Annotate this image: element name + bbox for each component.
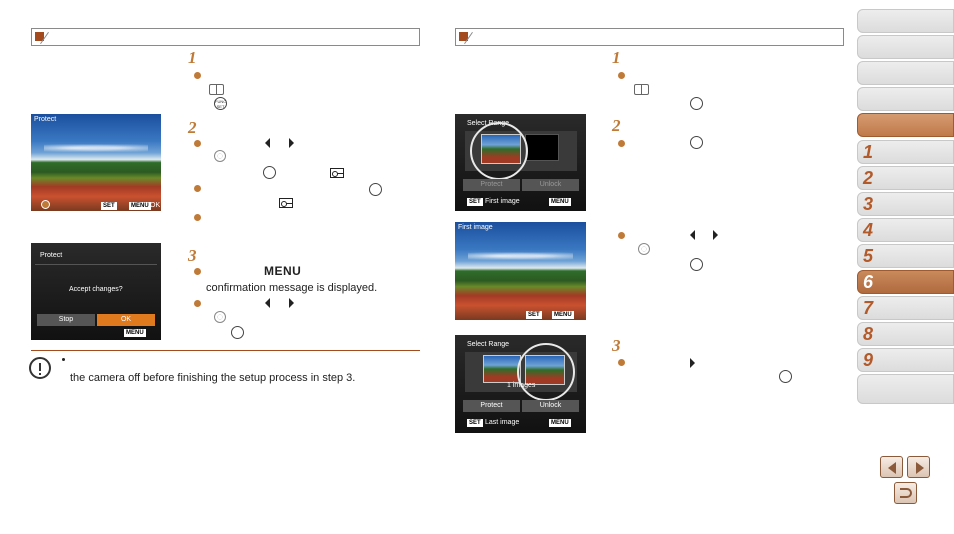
func-set-icon — [231, 326, 244, 339]
func-set-icon — [369, 183, 382, 196]
book-icon — [209, 84, 223, 94]
stop-option: Stop — [37, 314, 95, 326]
unlock-option: Unlock — [522, 179, 579, 191]
screen-title: Protect — [40, 252, 63, 259]
sidebar-chapter-9[interactable]: 9 — [857, 348, 954, 372]
sidebar-chapter-6[interactable]: 6 — [857, 270, 954, 294]
protect-key-icon — [330, 168, 344, 178]
arrow-right-icon — [916, 462, 924, 474]
right-arrow-icon — [713, 230, 718, 240]
func-set-icon — [690, 136, 703, 149]
func-set-icon — [690, 97, 703, 110]
previous-page-button[interactable] — [880, 456, 903, 478]
menu-button-label: MENU — [264, 264, 302, 278]
thumbnail — [483, 355, 521, 383]
sidebar-tab-index[interactable] — [857, 374, 954, 404]
notice-divider — [31, 350, 420, 351]
right-arrow-icon — [289, 138, 294, 148]
bullet — [194, 214, 201, 221]
step-2-number: 2 — [612, 116, 621, 135]
highlight-circle — [470, 122, 528, 180]
bullet — [194, 268, 201, 275]
bullet — [62, 358, 65, 361]
bullet — [194, 140, 201, 147]
sidebar-chapter-1[interactable]: 1 — [857, 140, 954, 164]
bullet — [618, 72, 625, 79]
dialog-message: Accept changes? — [69, 286, 123, 293]
hint-label: First image — [485, 198, 520, 205]
func-set-icon — [779, 370, 792, 383]
sidebar-tab-camera-basics[interactable] — [857, 113, 954, 137]
left-arrow-icon — [265, 138, 270, 148]
step-3-text: confirmation message is displayed. — [206, 282, 378, 294]
menu-label: MENU — [551, 199, 569, 205]
control-dial-icon — [214, 150, 226, 162]
bullet — [194, 300, 201, 307]
sidebar-chapter-8[interactable]: 8 — [857, 322, 954, 346]
bullet — [618, 359, 625, 366]
screen-title: First image — [458, 224, 493, 231]
screen-title: Select Range — [467, 341, 510, 348]
func-set-icon — [41, 200, 50, 209]
menu-label: MENU — [551, 420, 569, 426]
back-button[interactable] — [894, 482, 917, 504]
notice-text: the camera off before finishing the setup process in step 3. — [70, 372, 356, 384]
step-1-number: 1 — [612, 48, 621, 67]
bullet — [194, 72, 201, 79]
menu-label: MENU — [126, 330, 144, 336]
unlock-option: Unlock — [522, 400, 579, 412]
arrow-left-icon — [888, 462, 896, 474]
camera-screen-protect — [31, 114, 161, 211]
menu-label: MENU — [554, 312, 572, 318]
bullet — [618, 140, 625, 147]
camera-screen-select-range-first — [455, 114, 586, 211]
sidebar-chapter-5[interactable]: 5 — [857, 244, 954, 268]
sidebar-tab-cover[interactable] — [857, 9, 954, 33]
caution-icon — [29, 357, 51, 379]
screen-title: Protect — [34, 116, 57, 123]
highlight-circle — [517, 343, 575, 401]
sidebar-chapter-4[interactable]: 4 — [857, 218, 954, 242]
protect-option: Protect — [463, 400, 520, 412]
menu-label: MENU — [131, 203, 149, 209]
control-dial-icon — [214, 311, 226, 323]
right-arrow-icon — [690, 358, 695, 368]
set-label: SET — [469, 420, 481, 426]
sidebar-tab-before-use[interactable] — [857, 35, 954, 59]
section-header-left — [31, 28, 420, 46]
step-3-number: 3 — [612, 336, 621, 355]
image-count: 1 images — [507, 382, 536, 389]
protect-option: Protect — [463, 179, 520, 191]
set-label: SET — [528, 312, 540, 318]
step-1-number: 1 — [188, 48, 197, 67]
sidebar-chapter-7[interactable]: 7 — [857, 296, 954, 320]
ok-option: OK — [97, 314, 155, 326]
left-arrow-icon — [265, 298, 270, 308]
sidebar-chapter-2[interactable]: 2 — [857, 166, 954, 190]
sidebar-chapter-3[interactable]: 3 — [857, 192, 954, 216]
return-arrow-icon — [900, 488, 912, 498]
set-label: SET — [469, 199, 481, 205]
next-page-button[interactable] — [907, 456, 930, 478]
hint-label: Last image — [485, 419, 520, 426]
camera-screen-select-range-last — [455, 335, 586, 433]
step-2-number: 2 — [188, 118, 197, 137]
sidebar-tab-basic-guide[interactable] — [857, 61, 954, 85]
step-3-number: 3 — [188, 246, 197, 265]
book-icon — [634, 84, 648, 94]
camera-screen-accept-changes — [31, 243, 161, 340]
control-dial-icon — [638, 243, 650, 255]
func-set-icon — [690, 258, 703, 271]
func-set-icon: FUNC SET — [215, 99, 227, 109]
left-arrow-icon — [690, 230, 695, 240]
protect-key-icon — [279, 198, 293, 208]
ok-label: OK — [150, 202, 161, 209]
camera-screen-first-image — [455, 222, 586, 320]
bullet — [618, 232, 625, 239]
screen-title: Select Range — [467, 120, 510, 127]
bullet — [194, 185, 201, 192]
section-header-right — [455, 28, 844, 46]
sidebar-tab-advanced-guide[interactable] — [857, 87, 954, 111]
right-arrow-icon — [289, 298, 294, 308]
func-set-icon — [263, 166, 276, 179]
set-label: SET — [103, 203, 115, 209]
